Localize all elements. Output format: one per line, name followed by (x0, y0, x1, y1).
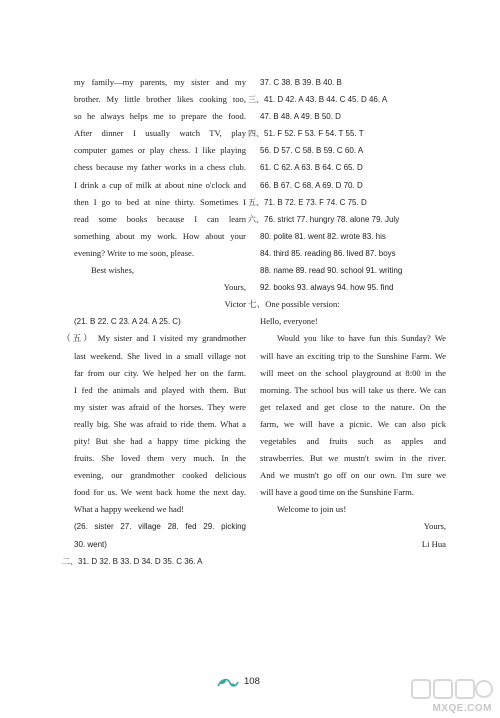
right-text-line: 三、41. D 42. A 43. B 44. C 45. D 46. A (248, 95, 388, 105)
left-text-line: brother. My little brother likes cooking too, (74, 94, 246, 105)
left-text-line: 二、31. D 32. B 33. D 34. D 35. C 36. A (62, 556, 203, 566)
right-text-line: 37. C 38. B 39. B 40. B (260, 78, 342, 87)
left-text-line: Victor (224, 299, 246, 310)
left-text-line: （五） My sister and I visited my grandmother (62, 333, 246, 344)
right-text-line: 七、One possible version: (248, 299, 340, 310)
left-text-line: far from our city. We helped her on the farm. (74, 367, 246, 378)
left-text-line: read some books because I can learn (74, 213, 246, 224)
left-text-line: evening? Write to me soon, please. (74, 247, 195, 258)
left-text-line: pity! But she had a happy time picking the (74, 435, 246, 446)
right-text-line: will meet on the school playground at 8:00 in the (260, 367, 446, 378)
left-text-line: Yours, (223, 282, 246, 293)
right-text-line: 84. third 85. reading 86. lived 87. boys (260, 248, 396, 258)
left-text-line: evening, our grandmother cooked delicious (74, 470, 246, 481)
right-text-line: 四、51. F 52. F 53. F 54. T 55. T (248, 129, 364, 139)
right-text-line: morning. The school bus will take us there. We can (260, 384, 446, 395)
right-text-line: 92. books 93. always 94. how 95. find (260, 283, 394, 293)
left-text-line: I fed the animals and played with them. But (74, 384, 246, 395)
left-text-line: food for us. We went back home the next day. (74, 487, 246, 498)
right-text-line: 五、71. B 72. E 73. F 74. C 75. D (248, 197, 367, 207)
left-text-line: then I go to bed at nine thirty. Sometimes I (74, 196, 246, 207)
watermark (408, 678, 494, 714)
left-text-line: What a happy weekend we had! (74, 504, 184, 515)
right-text-line: will have an exciting trip to the Sunshine Farm. We (260, 350, 446, 361)
leaf-ornament-icon (216, 676, 240, 695)
left-text-line: really big. She was afraid to ride them. What a (74, 418, 246, 429)
page-number: 108 (244, 676, 260, 687)
left-text-line: computer games or play chess. I like playing (74, 145, 246, 156)
left-text-line: I drink a cup of milk at about nine o'clock and (74, 179, 246, 190)
right-text-line: And we mustn't go off on our own. I'm sure we (260, 470, 446, 481)
left-text-line: my sister was afraid of the horses. They were (74, 401, 246, 412)
left-text-line: fruits. She loved them very much. In the (74, 453, 246, 464)
right-text-line: strawberries. But we mustn't swim in the river. (260, 453, 446, 464)
right-text-line: will have a good time on the Sunshine Farm. (260, 487, 414, 498)
left-text-line: something about my work. How about your (74, 230, 246, 241)
left-text-line: Best wishes, (91, 265, 134, 276)
right-text-line: Welcome to join us! (277, 504, 347, 515)
left-text-line: 30. went) (74, 539, 107, 549)
right-text-line: vegetables and fruits such as apples and (260, 435, 446, 446)
watermark-text: MXQE.COM (432, 703, 492, 714)
left-text-line: (21. B 22. C 23. A 24. A 25. C) (74, 317, 181, 327)
right-text-line: Hello, everyone! (260, 316, 318, 327)
right-text-line: Li Hua (421, 538, 446, 549)
left-text-line: last weekend. She lived in a small village not (74, 350, 246, 361)
right-text-line: Yours, (423, 521, 446, 532)
right-text-line: 47. B 48. A 49. B 50. D (260, 112, 341, 122)
right-text-line: 61. C 62. A 63. B 64. C 65. D (260, 163, 363, 173)
right-text-line: Would you like to have fun this Sunday? We (277, 333, 446, 344)
left-text-line: After dinner I usually watch TV, play (74, 128, 246, 139)
right-text-line: 六、76. strict 77. hungry 78. alone 79. July (248, 214, 400, 224)
right-column (248, 74, 446, 553)
right-text-line: get relaxed and get close to the nature. On the (260, 401, 446, 412)
right-text-line: farm, we will have a picnic. We can also pick (260, 418, 446, 429)
right-text-line: 80. polite 81. went 82. wrote 83. his (260, 231, 386, 241)
left-text-line: chess because my father works in a chess club. (74, 162, 246, 173)
left-column (62, 74, 246, 570)
left-text-line: (26. sister 27. village 28. fed 29. picking (74, 522, 246, 532)
left-text-line: my family—my parents, my sister and my (74, 77, 246, 87)
right-text-line: 56. D 57. C 58. B 59. C 60. A (260, 146, 364, 156)
right-text-line: 88. name 89. read 90. school 91. writing (260, 266, 403, 276)
left-text-line: so he always helps me to prepare the food. (74, 111, 246, 122)
right-text-line: 66. B 67. C 68. A 69. D 70. D (260, 180, 363, 190)
